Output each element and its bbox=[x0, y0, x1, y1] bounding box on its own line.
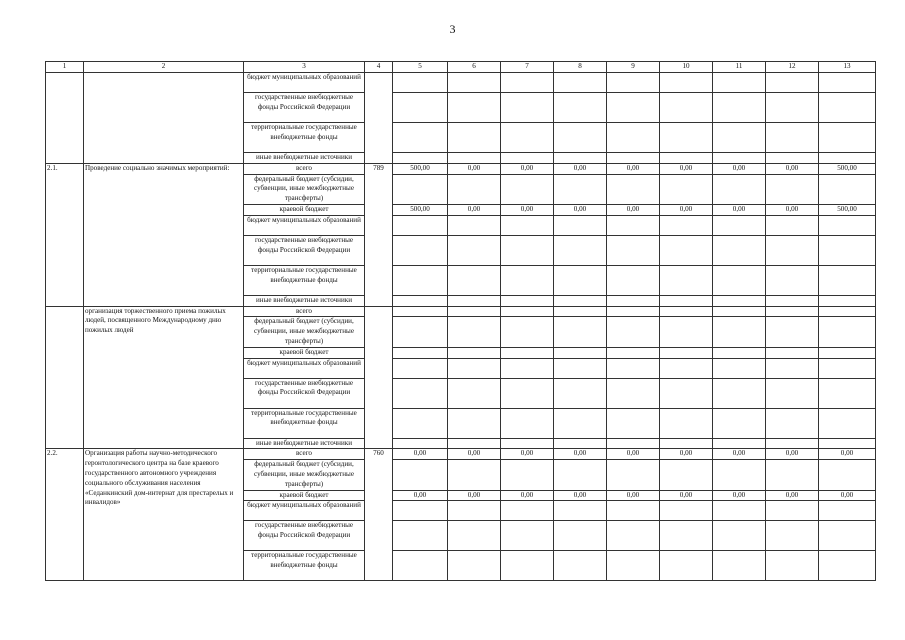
value-cell-col8 bbox=[554, 521, 607, 551]
value-cell-col11 bbox=[713, 123, 766, 153]
value-cell-col9: 0,00 bbox=[607, 490, 660, 501]
value-cell-col13 bbox=[819, 174, 876, 204]
header-row bbox=[46, 62, 876, 73]
value-cell-col6 bbox=[448, 93, 501, 123]
value-cell-col12 bbox=[766, 347, 819, 358]
value-cell-col8 bbox=[554, 235, 607, 265]
value-cell-col9: 0,00 bbox=[607, 449, 660, 460]
value-cell-col6 bbox=[448, 501, 501, 521]
value-cell-col8 bbox=[554, 438, 607, 449]
header-cell-5: 5 bbox=[393, 62, 448, 73]
value-cell-col5 bbox=[393, 347, 448, 358]
value-cell-col13: 500,00 bbox=[819, 204, 876, 215]
value-cell-col12: 0,00 bbox=[766, 163, 819, 174]
value-cell-col7: 0,00 bbox=[501, 449, 554, 460]
value-cell-col8 bbox=[554, 295, 607, 306]
value-cell-col9 bbox=[607, 265, 660, 295]
value-cell-col9 bbox=[607, 521, 660, 551]
value-cell-col7 bbox=[501, 347, 554, 358]
value-cell-col7: 0,00 bbox=[501, 163, 554, 174]
value-cell-col10: 0,00 bbox=[660, 204, 713, 215]
value-cell-col11 bbox=[713, 460, 766, 490]
value-cell-col11 bbox=[713, 358, 766, 378]
funding-source: бюджет муниципальных образований bbox=[244, 501, 365, 521]
budget-table-wrap bbox=[45, 61, 875, 581]
value-cell-col5: 0,00 bbox=[393, 449, 448, 460]
value-cell-col13 bbox=[819, 460, 876, 490]
value-cell-col5 bbox=[393, 521, 448, 551]
value-cell-col10 bbox=[660, 408, 713, 438]
value-cell-col8 bbox=[554, 347, 607, 358]
value-cell-col5: 500,00 bbox=[393, 204, 448, 215]
value-cell-col5 bbox=[393, 358, 448, 378]
value-cell-col7: 0,00 bbox=[501, 490, 554, 501]
header-cell-10: 10 bbox=[660, 62, 713, 73]
value-cell-col11: 0,00 bbox=[713, 449, 766, 460]
value-cell-col6 bbox=[448, 460, 501, 490]
value-cell-col12 bbox=[766, 438, 819, 449]
value-cell-col10 bbox=[660, 358, 713, 378]
header-cell-1: 1 bbox=[46, 62, 84, 73]
value-cell-col10 bbox=[660, 73, 713, 93]
value-cell-col11 bbox=[713, 235, 766, 265]
value-cell-col8: 0,00 bbox=[554, 204, 607, 215]
value-cell-col12 bbox=[766, 378, 819, 408]
value-cell-col11 bbox=[713, 408, 766, 438]
value-cell-col12 bbox=[766, 295, 819, 306]
table-row bbox=[46, 449, 876, 460]
value-cell-col8 bbox=[554, 73, 607, 93]
value-cell-col9 bbox=[607, 358, 660, 378]
value-cell-col11: 0,00 bbox=[713, 204, 766, 215]
value-cell-col8 bbox=[554, 265, 607, 295]
value-cell-col11 bbox=[713, 306, 766, 317]
value-cell-col5: 500,00 bbox=[393, 163, 448, 174]
value-cell-col5 bbox=[393, 73, 448, 93]
value-cell-col12 bbox=[766, 174, 819, 204]
value-cell-col7 bbox=[501, 438, 554, 449]
value-cell-col10 bbox=[660, 174, 713, 204]
value-cell-col5 bbox=[393, 551, 448, 581]
value-cell-col11 bbox=[713, 153, 766, 164]
header-cell-2: 2 bbox=[84, 62, 244, 73]
value-cell-col12 bbox=[766, 551, 819, 581]
value-cell-col10: 0,00 bbox=[660, 449, 713, 460]
value-cell-col13: 0,00 bbox=[819, 449, 876, 460]
value-cell-col6 bbox=[448, 123, 501, 153]
value-cell-col7: 0,00 bbox=[501, 204, 554, 215]
value-cell-col13 bbox=[819, 235, 876, 265]
header-cell-8: 8 bbox=[554, 62, 607, 73]
funding-source: иные внебюджетные источники bbox=[244, 438, 365, 449]
value-cell-col6 bbox=[448, 73, 501, 93]
value-cell-col7 bbox=[501, 317, 554, 347]
value-cell-col5 bbox=[393, 438, 448, 449]
item-code bbox=[365, 73, 393, 164]
value-cell-col10 bbox=[660, 460, 713, 490]
value-cell-col7 bbox=[501, 235, 554, 265]
value-cell-col6 bbox=[448, 358, 501, 378]
value-cell-col7 bbox=[501, 358, 554, 378]
value-cell-col9: 0,00 bbox=[607, 204, 660, 215]
value-cell-col8 bbox=[554, 153, 607, 164]
value-cell-col5 bbox=[393, 378, 448, 408]
value-cell-col10 bbox=[660, 347, 713, 358]
funding-source: иные внебюджетные источники bbox=[244, 153, 365, 164]
value-cell-col7 bbox=[501, 93, 554, 123]
value-cell-col7 bbox=[501, 551, 554, 581]
value-cell-col13: 500,00 bbox=[819, 163, 876, 174]
funding-source: бюджет муниципальных образований bbox=[244, 73, 365, 93]
value-cell-col13: 0,00 bbox=[819, 490, 876, 501]
value-cell-col13 bbox=[819, 123, 876, 153]
value-cell-col9 bbox=[607, 378, 660, 408]
value-cell-col8: 0,00 bbox=[554, 449, 607, 460]
value-cell-col12 bbox=[766, 73, 819, 93]
table-row bbox=[46, 73, 876, 93]
funding-source: бюджет муниципальных образований bbox=[244, 358, 365, 378]
header-cell-3: 3 bbox=[244, 62, 365, 73]
value-cell-col5 bbox=[393, 317, 448, 347]
value-cell-col12: 0,00 bbox=[766, 204, 819, 215]
value-cell-col6: 0,00 bbox=[448, 204, 501, 215]
funding-source: всего bbox=[244, 163, 365, 174]
value-cell-col5 bbox=[393, 306, 448, 317]
value-cell-col12 bbox=[766, 306, 819, 317]
value-cell-col13 bbox=[819, 93, 876, 123]
value-cell-col11 bbox=[713, 438, 766, 449]
value-cell-col6 bbox=[448, 306, 501, 317]
value-cell-col5 bbox=[393, 460, 448, 490]
funding-source: территориальные государственные внебюджетные фонды bbox=[244, 123, 365, 153]
header-cell-4: 4 bbox=[365, 62, 393, 73]
value-cell-col9 bbox=[607, 123, 660, 153]
funding-source: всего bbox=[244, 449, 365, 460]
value-cell-col9: 0,00 bbox=[607, 163, 660, 174]
value-cell-col6 bbox=[448, 521, 501, 551]
value-cell-col8: 0,00 bbox=[554, 163, 607, 174]
value-cell-col5 bbox=[393, 408, 448, 438]
value-cell-col5 bbox=[393, 123, 448, 153]
value-cell-col6: 0,00 bbox=[448, 163, 501, 174]
value-cell-col6 bbox=[448, 408, 501, 438]
value-cell-col7 bbox=[501, 123, 554, 153]
value-cell-col13 bbox=[819, 295, 876, 306]
item-name: Проведение социально значимых мероприятий: bbox=[84, 163, 244, 306]
value-cell-col6 bbox=[448, 265, 501, 295]
value-cell-col7 bbox=[501, 295, 554, 306]
value-cell-col7 bbox=[501, 408, 554, 438]
header-cell-12: 12 bbox=[766, 62, 819, 73]
value-cell-col10 bbox=[660, 265, 713, 295]
value-cell-col13 bbox=[819, 551, 876, 581]
header-cell-13: 13 bbox=[819, 62, 876, 73]
value-cell-col12 bbox=[766, 153, 819, 164]
funding-source: иные внебюджетные источники bbox=[244, 295, 365, 306]
value-cell-col11: 0,00 bbox=[713, 490, 766, 501]
value-cell-col12 bbox=[766, 408, 819, 438]
value-cell-col11 bbox=[713, 378, 766, 408]
value-cell-col9 bbox=[607, 408, 660, 438]
item-number bbox=[46, 306, 84, 449]
value-cell-col12 bbox=[766, 235, 819, 265]
value-cell-col10 bbox=[660, 551, 713, 581]
funding-source: бюджет муниципальных образований bbox=[244, 215, 365, 235]
value-cell-col5 bbox=[393, 215, 448, 235]
value-cell-col8 bbox=[554, 317, 607, 347]
funding-source: территориальные государственные внебюджетные фонды bbox=[244, 408, 365, 438]
value-cell-col6 bbox=[448, 551, 501, 581]
value-cell-col7 bbox=[501, 501, 554, 521]
value-cell-col9 bbox=[607, 174, 660, 204]
value-cell-col12: 0,00 bbox=[766, 490, 819, 501]
table-row bbox=[46, 163, 876, 174]
value-cell-col8 bbox=[554, 408, 607, 438]
value-cell-col8 bbox=[554, 358, 607, 378]
item-number: 2.1. bbox=[46, 163, 84, 306]
value-cell-col11 bbox=[713, 317, 766, 347]
value-cell-col13 bbox=[819, 265, 876, 295]
value-cell-col8 bbox=[554, 501, 607, 521]
value-cell-col11 bbox=[713, 347, 766, 358]
value-cell-col6 bbox=[448, 153, 501, 164]
value-cell-col8 bbox=[554, 378, 607, 408]
value-cell-col9 bbox=[607, 501, 660, 521]
item-number: 2.2. bbox=[46, 449, 84, 581]
value-cell-col8: 0,00 bbox=[554, 490, 607, 501]
value-cell-col10 bbox=[660, 295, 713, 306]
value-cell-col9 bbox=[607, 235, 660, 265]
value-cell-col6 bbox=[448, 438, 501, 449]
value-cell-col6: 0,00 bbox=[448, 449, 501, 460]
value-cell-col5 bbox=[393, 295, 448, 306]
value-cell-col10 bbox=[660, 123, 713, 153]
value-cell-col6 bbox=[448, 215, 501, 235]
funding-source: государственные внебюджетные фонды Российской Федерации bbox=[244, 378, 365, 408]
item-number bbox=[46, 73, 84, 164]
value-cell-col11 bbox=[713, 265, 766, 295]
table-row bbox=[46, 306, 876, 317]
value-cell-col9 bbox=[607, 295, 660, 306]
value-cell-col12 bbox=[766, 358, 819, 378]
value-cell-col8 bbox=[554, 123, 607, 153]
value-cell-col12 bbox=[766, 317, 819, 347]
value-cell-col13 bbox=[819, 306, 876, 317]
value-cell-col6 bbox=[448, 174, 501, 204]
value-cell-col10 bbox=[660, 521, 713, 551]
funding-source: краевой бюджет bbox=[244, 204, 365, 215]
value-cell-col5 bbox=[393, 153, 448, 164]
value-cell-col6 bbox=[448, 295, 501, 306]
value-cell-col8 bbox=[554, 551, 607, 581]
funding-source: государственные внебюджетные фонды Российской Федерации bbox=[244, 235, 365, 265]
value-cell-col12 bbox=[766, 521, 819, 551]
value-cell-col11 bbox=[713, 174, 766, 204]
value-cell-col5 bbox=[393, 235, 448, 265]
value-cell-col13 bbox=[819, 438, 876, 449]
value-cell-col13 bbox=[819, 521, 876, 551]
value-cell-col9 bbox=[607, 153, 660, 164]
value-cell-col8 bbox=[554, 93, 607, 123]
value-cell-col6 bbox=[448, 317, 501, 347]
value-cell-col5 bbox=[393, 501, 448, 521]
value-cell-col12: 0,00 bbox=[766, 449, 819, 460]
value-cell-col10 bbox=[660, 438, 713, 449]
header-cell-6: 6 bbox=[448, 62, 501, 73]
value-cell-col13 bbox=[819, 73, 876, 93]
value-cell-col9 bbox=[607, 347, 660, 358]
item-code bbox=[365, 306, 393, 449]
funding-source: краевой бюджет bbox=[244, 347, 365, 358]
value-cell-col13 bbox=[819, 317, 876, 347]
value-cell-col9 bbox=[607, 317, 660, 347]
value-cell-col12 bbox=[766, 93, 819, 123]
value-cell-col7 bbox=[501, 460, 554, 490]
value-cell-col6 bbox=[448, 235, 501, 265]
value-cell-col11 bbox=[713, 521, 766, 551]
funding-source: федеральный бюджет (субсидии, субвенции, иные межбюджетные трансферты) bbox=[244, 460, 365, 490]
value-cell-col7 bbox=[501, 265, 554, 295]
value-cell-col10 bbox=[660, 93, 713, 123]
value-cell-col10 bbox=[660, 317, 713, 347]
value-cell-col7 bbox=[501, 153, 554, 164]
item-code: 789 bbox=[365, 163, 393, 306]
value-cell-col12 bbox=[766, 215, 819, 235]
value-cell-col7 bbox=[501, 378, 554, 408]
value-cell-col11 bbox=[713, 295, 766, 306]
value-cell-col11 bbox=[713, 215, 766, 235]
budget-table bbox=[45, 61, 876, 581]
value-cell-col12 bbox=[766, 265, 819, 295]
value-cell-col11 bbox=[713, 73, 766, 93]
value-cell-col8 bbox=[554, 306, 607, 317]
value-cell-col5 bbox=[393, 265, 448, 295]
value-cell-col8 bbox=[554, 174, 607, 204]
value-cell-col13 bbox=[819, 347, 876, 358]
value-cell-col5: 0,00 bbox=[393, 490, 448, 501]
value-cell-col7 bbox=[501, 521, 554, 551]
funding-source: всего bbox=[244, 306, 365, 317]
funding-source: государственные внебюджетные фонды Российской Федерации bbox=[244, 93, 365, 123]
funding-source: краевой бюджет bbox=[244, 490, 365, 501]
value-cell-col9 bbox=[607, 438, 660, 449]
value-cell-col9 bbox=[607, 306, 660, 317]
value-cell-col12 bbox=[766, 501, 819, 521]
value-cell-col9 bbox=[607, 460, 660, 490]
value-cell-col10 bbox=[660, 235, 713, 265]
value-cell-col13 bbox=[819, 215, 876, 235]
value-cell-col8 bbox=[554, 460, 607, 490]
value-cell-col6 bbox=[448, 378, 501, 408]
value-cell-col9 bbox=[607, 215, 660, 235]
value-cell-col10 bbox=[660, 378, 713, 408]
value-cell-col10 bbox=[660, 306, 713, 317]
header-cell-7: 7 bbox=[501, 62, 554, 73]
funding-source: территориальные государственные внебюджетные фонды bbox=[244, 551, 365, 581]
value-cell-col10 bbox=[660, 153, 713, 164]
funding-source: федеральный бюджет (субсидии, субвенции, иные межбюджетные трансферты) bbox=[244, 174, 365, 204]
value-cell-col7 bbox=[501, 73, 554, 93]
value-cell-col5 bbox=[393, 93, 448, 123]
value-cell-col13 bbox=[819, 153, 876, 164]
value-cell-col13 bbox=[819, 408, 876, 438]
value-cell-col11 bbox=[713, 501, 766, 521]
item-name: Организация работы научно-методического геронтологического центра на базе краевого государственного автономного учреждения социального обслуживания населения «Седанкинский дом-интернат для престарелых и инвалидов» bbox=[84, 449, 244, 581]
value-cell-col6: 0,00 bbox=[448, 490, 501, 501]
value-cell-col11 bbox=[713, 93, 766, 123]
value-cell-col9 bbox=[607, 93, 660, 123]
item-code: 760 bbox=[365, 449, 393, 581]
value-cell-col13 bbox=[819, 378, 876, 408]
value-cell-col13 bbox=[819, 358, 876, 378]
header-cell-9: 9 bbox=[607, 62, 660, 73]
value-cell-col9 bbox=[607, 551, 660, 581]
value-cell-col10: 0,00 bbox=[660, 490, 713, 501]
item-name: организация торжественного приема пожилых людей, посвященного Международному дню пожилых людей bbox=[84, 306, 244, 449]
item-name bbox=[84, 73, 244, 164]
value-cell-col10: 0,00 bbox=[660, 163, 713, 174]
value-cell-col7 bbox=[501, 306, 554, 317]
value-cell-col7 bbox=[501, 174, 554, 204]
value-cell-col12 bbox=[766, 123, 819, 153]
funding-source: федеральный бюджет (субсидии, субвенции, иные межбюджетные трансферты) bbox=[244, 317, 365, 347]
value-cell-col6 bbox=[448, 347, 501, 358]
value-cell-col9 bbox=[607, 73, 660, 93]
value-cell-col10 bbox=[660, 215, 713, 235]
value-cell-col7 bbox=[501, 215, 554, 235]
value-cell-col11 bbox=[713, 551, 766, 581]
page-number: 3 bbox=[449, 22, 456, 36]
funding-source: государственные внебюджетные фонды Российской Федерации bbox=[244, 521, 365, 551]
funding-source: территориальные государственные внебюджетные фонды bbox=[244, 265, 365, 295]
value-cell-col5 bbox=[393, 174, 448, 204]
header-cell-11: 11 bbox=[713, 62, 766, 73]
value-cell-col10 bbox=[660, 501, 713, 521]
value-cell-col12 bbox=[766, 460, 819, 490]
value-cell-col8 bbox=[554, 215, 607, 235]
value-cell-col11: 0,00 bbox=[713, 163, 766, 174]
value-cell-col13 bbox=[819, 501, 876, 521]
